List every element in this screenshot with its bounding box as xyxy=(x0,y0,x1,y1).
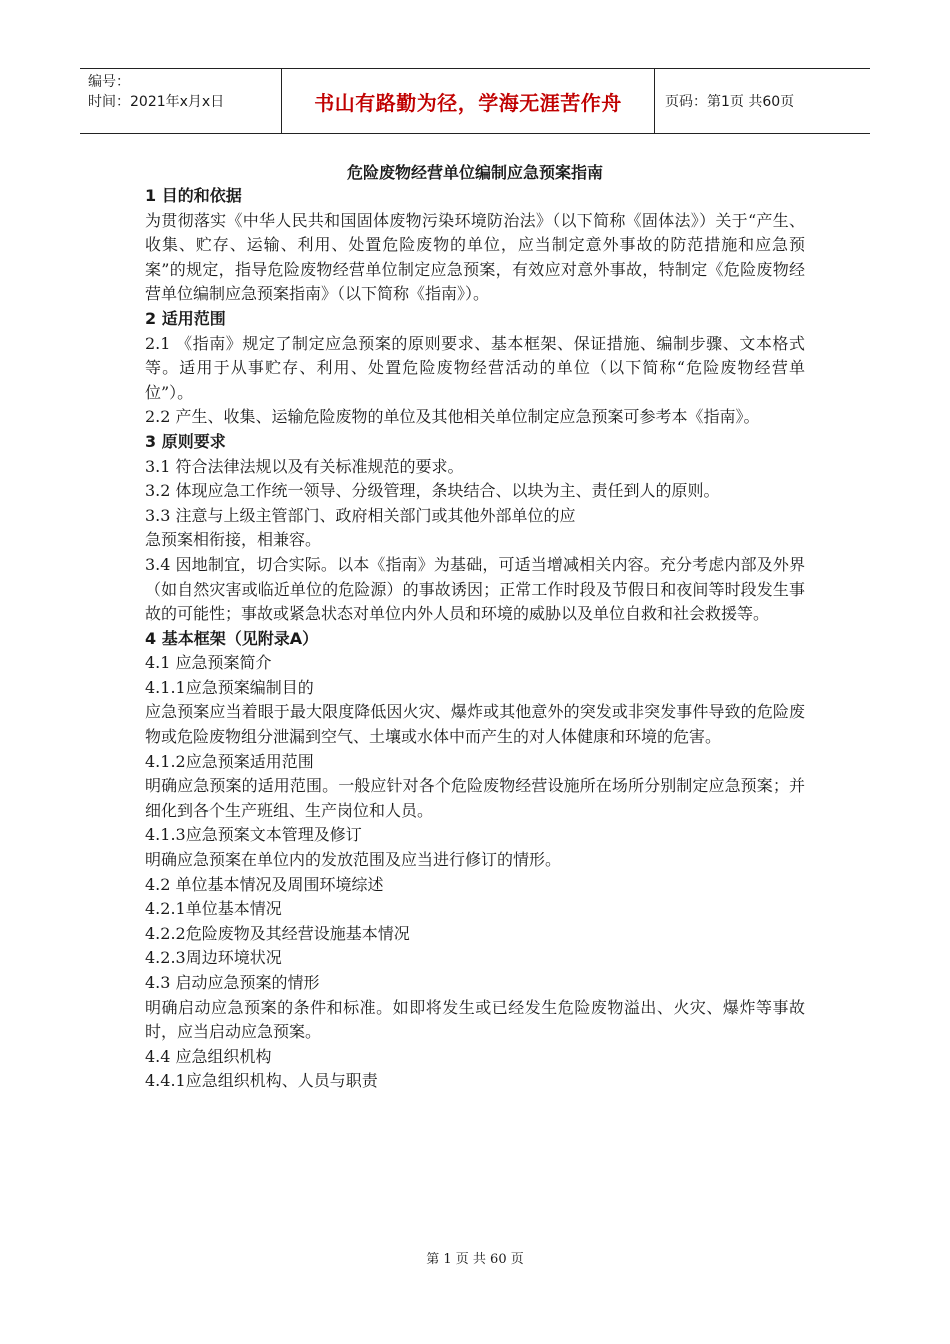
body-paragraph: 4.2.1单位基本情况 xyxy=(145,899,282,919)
header-table xyxy=(80,68,870,134)
page-footer: 第 1 页 共 60 页 xyxy=(426,1252,524,1267)
section-heading: 1 目的和依据 xyxy=(145,186,242,205)
body-paragraph: 明确启动应急预案的条件和标准。如即将发生或已经发生危险废物溢出、火灾、爆炸等事故时，应当启动应急预案。 xyxy=(145,997,805,1042)
document-number-label: 编号： xyxy=(88,74,130,90)
section-heading: 2 适用范围 xyxy=(145,308,226,328)
body-paragraph: 4.2 单位基本情况及周围环境综述 xyxy=(145,874,384,894)
body-paragraph: 3.2 体现应急工作统一领导、分级管理，条块结合、以块为主、责任到人的原则。 xyxy=(145,481,720,501)
body-paragraph: 急预案相衔接，相兼容。 xyxy=(145,530,322,550)
body-paragraph: 4.3 启动应急预案的情形 xyxy=(145,973,320,992)
body-paragraph: 3.3 注意与上级主管部门、政府相关部门或其他外部单位的应 xyxy=(145,505,576,525)
header-page-info: 页码：第1页 共60页 xyxy=(665,94,795,110)
header-meta-cell xyxy=(80,69,282,133)
body-paragraph: 4.1.3应急预案文本管理及修订 xyxy=(145,825,362,845)
body-paragraph: 3.4 因地制宜，切合实际。以本《指南》为基础，可适当增减相关内容。充分考虑内部及外界（如自然灾害或临近单位的危险源）的事故诱因；正常工作时段及节假日和夜间等时段发生事故的可能性；事故或紧急状态对单位内外人员和环境的威胁以及单位自救和社会救援等。 xyxy=(145,554,805,624)
body-paragraph: 4.2.3周边环境状况 xyxy=(145,948,282,968)
body-paragraph: 4.1.2应急预案适用范围 xyxy=(145,751,314,771)
document-date: 时间：2021年x月x日 xyxy=(88,94,225,110)
body-paragraph: 4.1 应急预案简介 xyxy=(145,653,272,673)
body-paragraph: 3.1 符合法律法规以及有关标准规范的要求。 xyxy=(145,456,464,476)
body-paragraph: 明确应急预案在单位内的发放范围及应当进行修订的情形。 xyxy=(145,850,562,870)
body-paragraph: 2.1 《指南》规定了制定应急预案的原则要求、基本框架、保证措施、编制步骤、文本格式等。适用于从事贮存、利用、处置危险废物经营活动的单位（以下简称“危险废物经营单位”）。 xyxy=(145,333,805,402)
body-paragraph: 明确应急预案的适用范围。一般应针对各个危险废物经营设施所在场所分别制定应急预案；并细化到各个生产班组、生产岗位和人员。 xyxy=(145,776,805,820)
header-motto: 书山有路勤为径，学海无涯苦作舟 xyxy=(282,69,655,133)
body-paragraph: 4.4 应急组织机构 xyxy=(145,1046,272,1066)
document-title: 危险废物经营单位编制应急预案指南 xyxy=(346,163,603,182)
document-body xyxy=(145,184,805,1094)
body-paragraph: 2.2 产生、收集、运输危险废物的单位及其他相关单位制定应急预案可参考本《指南》。 xyxy=(145,407,760,427)
section-heading: 3 原则要求 xyxy=(145,431,226,451)
body-paragraph: 4.4.1应急组织机构、人员与职责 xyxy=(145,1071,378,1091)
body-paragraph: 4.2.2危险废物及其经营设施基本情况 xyxy=(145,923,410,943)
body-paragraph: 4.1.1应急预案编制目的 xyxy=(145,677,314,697)
body-paragraph: 应急预案应当着眼于最大限度降低因火灾、爆炸或其他意外的突发或非突发事件导致的危险废物或危险废物组分泄漏到空气、土壤或水体中而产生的对人体健康和环境的危害。 xyxy=(145,702,805,747)
body-paragraph: 为贯彻落实《中华人民共和国固体废物污染环境防治法》（以下简称《固体法》）关于“产生、收集、贮存、运输、利用、处置危险废物的单位，应当制定意外事故的防范措施和应急预案”的规定，指导危险废物经营单位制定应急预案，有效应对意外事故，特制定《危险废物经营单位编制应急预案指南》（以下简称《指南》）。 xyxy=(145,210,805,304)
section-heading: 4 基本框架（见附录A） xyxy=(145,628,319,648)
